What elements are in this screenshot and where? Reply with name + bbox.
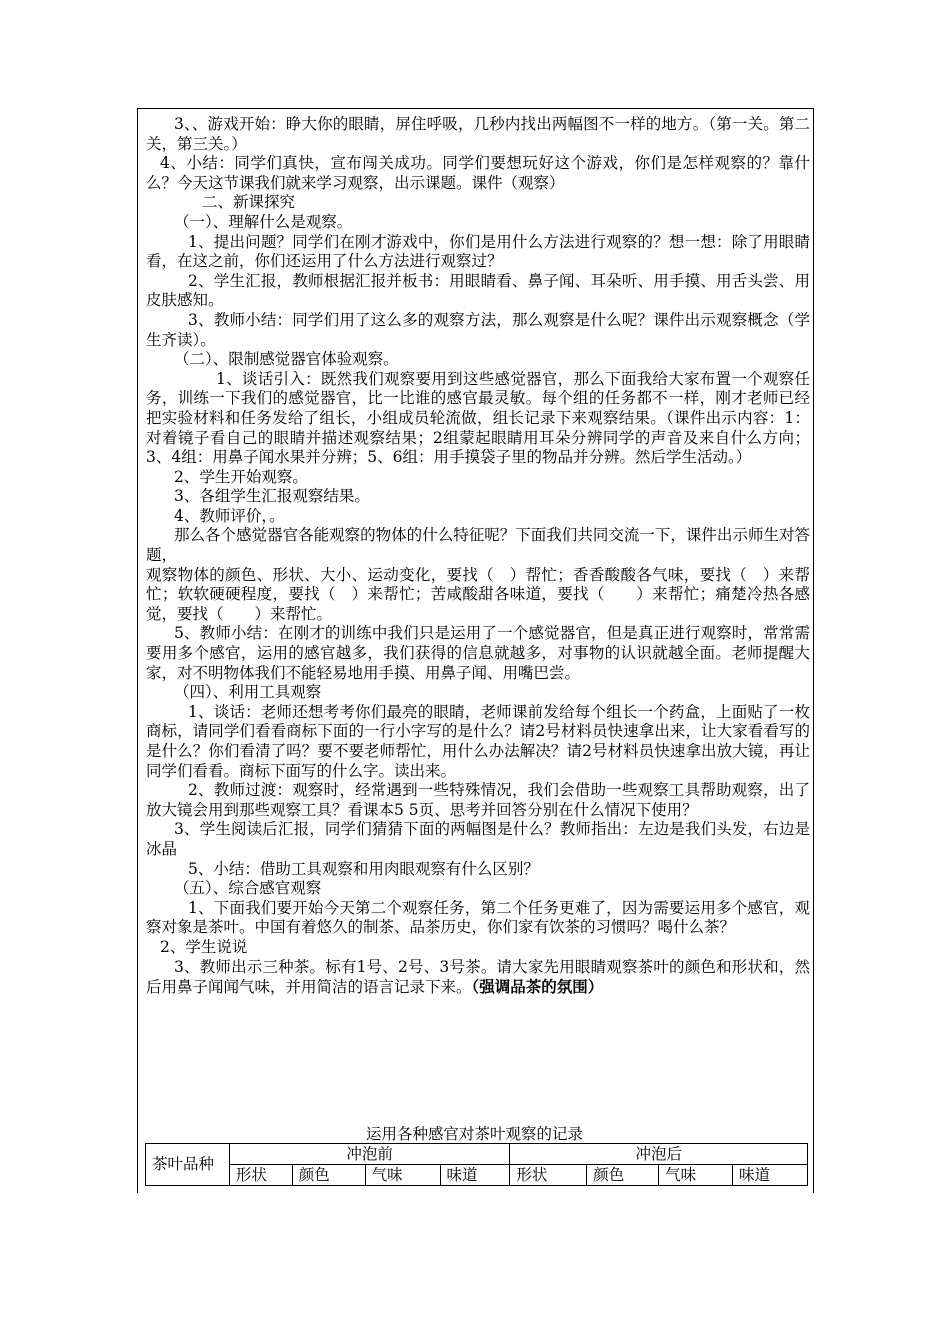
paragraph: 2、学生说说: [160, 937, 248, 956]
tea-observation-table: [145, 1143, 808, 1186]
column-header: 气味: [365, 1165, 440, 1186]
paragraph: 3、教师小结：同学们用了这么多的观察方法，那么观察是什么呢？课件出示观察概念（学生齐读）。: [146, 310, 810, 349]
tea-variety-header: 茶叶品种: [146, 1144, 230, 1186]
paragraph: 1、谈话：老师还想考考你们最亮的眼睛，老师课前发给每个组长一个药盒，上面贴了一枚商标，请同学们看看商标下面的一行小字写的是什么？请2号材料员快速拿出来，让大家看看写的是什么？你们看清了吗？要不要老师帮忙，用什么办法解决？请2号材料员快速拿出放大镜，再让同学们看看。商标下面写的什么字。读出来。: [146, 702, 810, 780]
paragraph: 3、学生阅读后汇报，同学们猜猜下面的两幅图是什么？教师指出：左边是我们头发，右边是冰晶: [146, 820, 810, 858]
column-header: 颜色: [587, 1165, 659, 1186]
paragraph: 4、小结：同学们真快，宣布闯关成功。同学们要想玩好这个游戏，你们是怎样观察的？靠什么？今天这节课我们就来学习观察，出示课题。课件（观察）: [146, 154, 810, 192]
column-header: 气味: [659, 1165, 733, 1186]
emphasis-text: （强调品茶的氛围）: [471, 977, 604, 997]
paragraph: 1、下面我们要开始今天第二个观察任务，第二个任务更难了，因为需要运用多个感官，观察对象是茶叶。中国有着悠久的制茶、品茶历史，你们家有饮茶的习惯吗？喝什么茶？: [146, 898, 810, 937]
subsection-heading: （一）、理解什么是观察。: [174, 212, 353, 231]
subsection-heading: （四）、利用工具观察: [174, 683, 322, 702]
paragraph: 4、教师评价，。: [174, 506, 285, 525]
column-header: 味道: [733, 1165, 808, 1186]
after-brewing-header: 冲泡后: [510, 1144, 808, 1165]
paragraph-text: 3、教师出示三种茶。标有1号、2号、3号茶。请大家先用眼睛观察茶叶的颜色和形状和，然后用鼻子闻闻气味，并用简洁的语言记录下来。: [146, 957, 810, 997]
column-header: 味道: [440, 1165, 510, 1186]
paragraph: 3、各组学生汇报观察结果。: [174, 487, 370, 506]
paragraph: 2、学生汇报，教师根据汇报并板书：用眼睛看、鼻子闻、耳朵听、用手摸、用舌头尝、用皮肤感知。: [146, 271, 810, 310]
paragraph: 2、学生开始观察。: [174, 467, 308, 486]
paragraph: 1、提出问题？同学们在刚才游戏中，你们是用什么方法进行观察的？想一想：除了用眼睛看，在这之前，你们还运用了什么方法进行观察过？: [146, 232, 810, 271]
column-header: 颜色: [292, 1165, 365, 1186]
subsection-heading: （二）、限制感觉器官体验观察。: [174, 350, 399, 369]
paragraph: 5、小结：借助工具观察和用肉眼观察有什么区别？: [188, 859, 539, 878]
subsection-heading: （五）、综合感官观察: [174, 879, 322, 898]
paragraph: 3、、游戏开始：睁大你的眼睛，屏住呼吸，几秒内找出两幅图不一样的地方。（第一关。第二关，第三关。）: [146, 115, 810, 153]
table-caption: 运用各种感官对茶叶观察的记录: [365, 1125, 583, 1143]
lesson-plan-body: [146, 115, 810, 998]
column-header: 形状: [510, 1165, 587, 1186]
column-header: 形状: [229, 1165, 292, 1186]
paragraph: 5、教师小结：在刚才的训练中我们只是运用了一个感觉器官，但是真正进行观察时，常常需要用多个感官，运用的感官越多，我们获得的信息就越多，对事物的认识就越全面。老师提醒大家，对不明物体我们不能轻易地用手摸、用鼻子闻、用嘴巴尝。: [146, 624, 810, 682]
before-brewing-header: 冲泡前: [229, 1144, 510, 1165]
paragraph: 1、谈话引入：既然我们观察要用到这些感觉器官，那么下面我给大家布置一个观察任务，训练一下我们的感觉器官，比一比谁的感官最灵敏。每个组的任务都不一样，刚才老师已经把实验材料和任务发给了组长，小组成员轮流做，组长记录下来观察结果。（课件出示内容：1：对着镜子看自己的眼睛并描述观察结果；2组蒙起眼睛用耳朵分辨同学的声音及来自什么方向；3、4组：用鼻子闻水果并分辨；5、6组：用手摸袋子里的物品并分辨。然后学生活动。）: [146, 369, 810, 467]
paragraph: 观察物体的颜色、形状、大小、运动变化，要找（ ）帮忙；香香酸酸各气味，要找（ ）来帮忙；软软硬硬程度，要找（ ）来帮忙；苦咸酸甜各味道，要找（ ）来帮忙；痛楚冷热各感觉，要找（ ）来帮忙。: [146, 565, 810, 623]
table-row: [146, 1165, 808, 1186]
section-heading: 二、新课探究: [202, 193, 296, 212]
paragraph: 那么各个感觉器官各能观察的物体的什么特征呢？下面我们共同交流一下，课件出示师生对答题，: [146, 526, 810, 565]
paragraph: 2、教师过渡：观察时，经常遇到一些特殊情况，我们会借助一些观察工具帮助观察，出了放大镜会用到那些观察工具？看课本5 5页、思考并回答分别在什么情况下使用？: [146, 781, 810, 819]
paragraph: [146, 958, 810, 998]
table-row: [146, 1144, 808, 1165]
